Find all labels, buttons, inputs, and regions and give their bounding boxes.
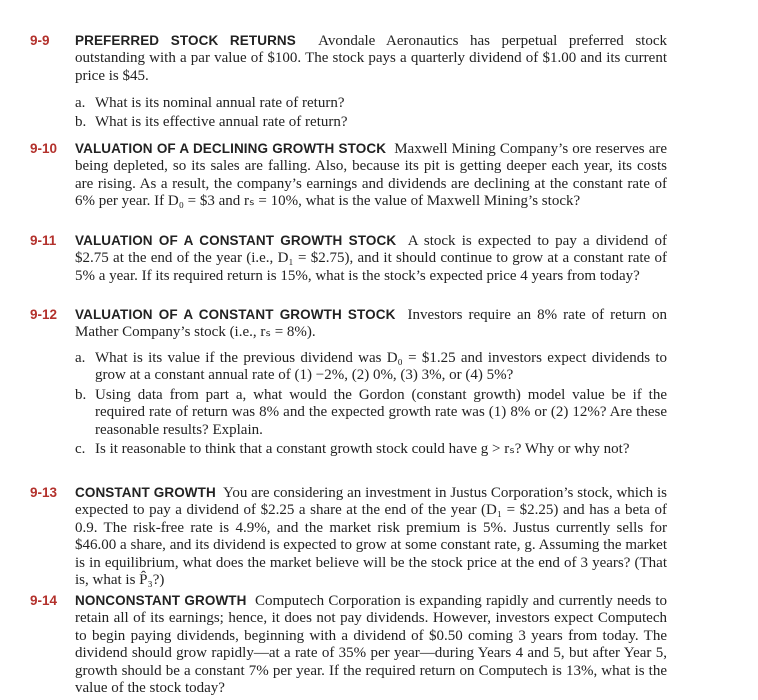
problem-title: VALUATION OF A CONSTANT GROWTH STOCK [75, 233, 397, 248]
problem-9-12-parts [75, 350, 667, 458]
part-label: b. [75, 114, 87, 131]
problem-number: 9-10 [30, 141, 58, 156]
part-label: b. [75, 386, 87, 403]
part-text: Is it reasonable to think that a constant growth stock could have g > rₛ? Why or why not? [95, 441, 630, 458]
part-text: Using data from part a, what would the Gordon (constant growth) model value be if the required rate of return was 8% and the expected growth rate was (1) 8% or (2) 12%? Are these reasonable results? Explain. [95, 386, 667, 438]
problem-number: 9-9 [30, 33, 50, 48]
problem-text: Computech Corporation is expanding rapidly and currently needs to retain all of its earnings; hence, it does not pay dividends. However, investors expect Computech to begin paying dividends, beginning with a dividend of $0.50 coming 3 years from today. The dividend should grow rapidly—at a rate of 35% per year—during Years 4 and 5, but after Year 5, growth should be a constant 7% per year. If the required return on Computech is 13%, what is the value of the stock today? [75, 593, 668, 697]
problem-title: CONSTANT GROWTH [75, 485, 216, 500]
problem-text: A stock is expected to pay a dividend of $2.75 at the end of the year (i.e., D₁ = $2.75), and it should continue to grow at a constant rate of 5% a year. If its required return is 15%, what is the stock’s expected price 4 years from today? [75, 233, 667, 284]
problem-text: Maxwell Mining Company’s ore reserves are being depleted, so its sales are falling. Also, because its pit is getting deeper each year, its costs are rising. As a result, the company’s earnings and dividends are declining at the constant rate of 6% per year. If D₀ = $3 and rₛ = 10%, what is the value of Maxwell Mining’s stock? [75, 141, 668, 210]
part-c [75, 441, 667, 458]
part-a [75, 350, 667, 385]
problem-title: NONCONSTANT GROWTH [75, 593, 247, 608]
part-label: c. [75, 441, 86, 458]
problem-9-9-parts [75, 95, 667, 132]
problem-title: VALUATION OF A DECLINING GROWTH STOCK [75, 141, 387, 156]
part-text: What is its nominal annual rate of return? [95, 95, 345, 111]
problem-number: 9-11 [30, 233, 57, 248]
problem-title: PREFERRED STOCK RETURNS [75, 33, 296, 48]
part-b [75, 114, 667, 131]
problem-title: VALUATION OF A CONSTANT GROWTH STOCK [75, 307, 396, 322]
problem-text: You are considering an investment in Justus Corporation’s stock, which is expected to pay a dividend of $2.25 a share at the end of the year (D₁ = $2.25) and has a beta of 0.9. The risk-free rate is 4.9%, and the market risk premium is 5%. Justus currently sells for $46.00 a share, and its dividend is expected to grow at some constant rate, g. Assuming the market is in equilibrium, what does the market believe will be the stock price at the end of 3 years? (That is, what is P̂₃?) [75, 485, 667, 589]
part-label: a. [75, 350, 86, 366]
part-a [75, 95, 667, 112]
problem-number: 9-13 [30, 485, 58, 500]
part-label: a. [75, 95, 86, 111]
part-text: What is its value if the previous dividend was D₀ = $1.25 and investors expect dividends to grow at a constant annual rate of (1) −2%, (2) 0%, (3) 3%, or (4) 5%? [95, 350, 667, 384]
problem-text: Investors require an 8% rate of return on Mather Company’s stock (i.e., rₛ = 8%). [75, 307, 668, 341]
part-b [75, 387, 667, 439]
part-text: What is its effective annual rate of return? [95, 114, 348, 131]
problem-number: 9-12 [30, 307, 58, 322]
problem-text: Avondale Aeronautics has perpetual preferred stock outstanding with a par value of $100. The stock pays a quarterly dividend of $1.00 and its current price is $45. [75, 33, 667, 84]
problem-number: 9-14 [30, 593, 58, 608]
